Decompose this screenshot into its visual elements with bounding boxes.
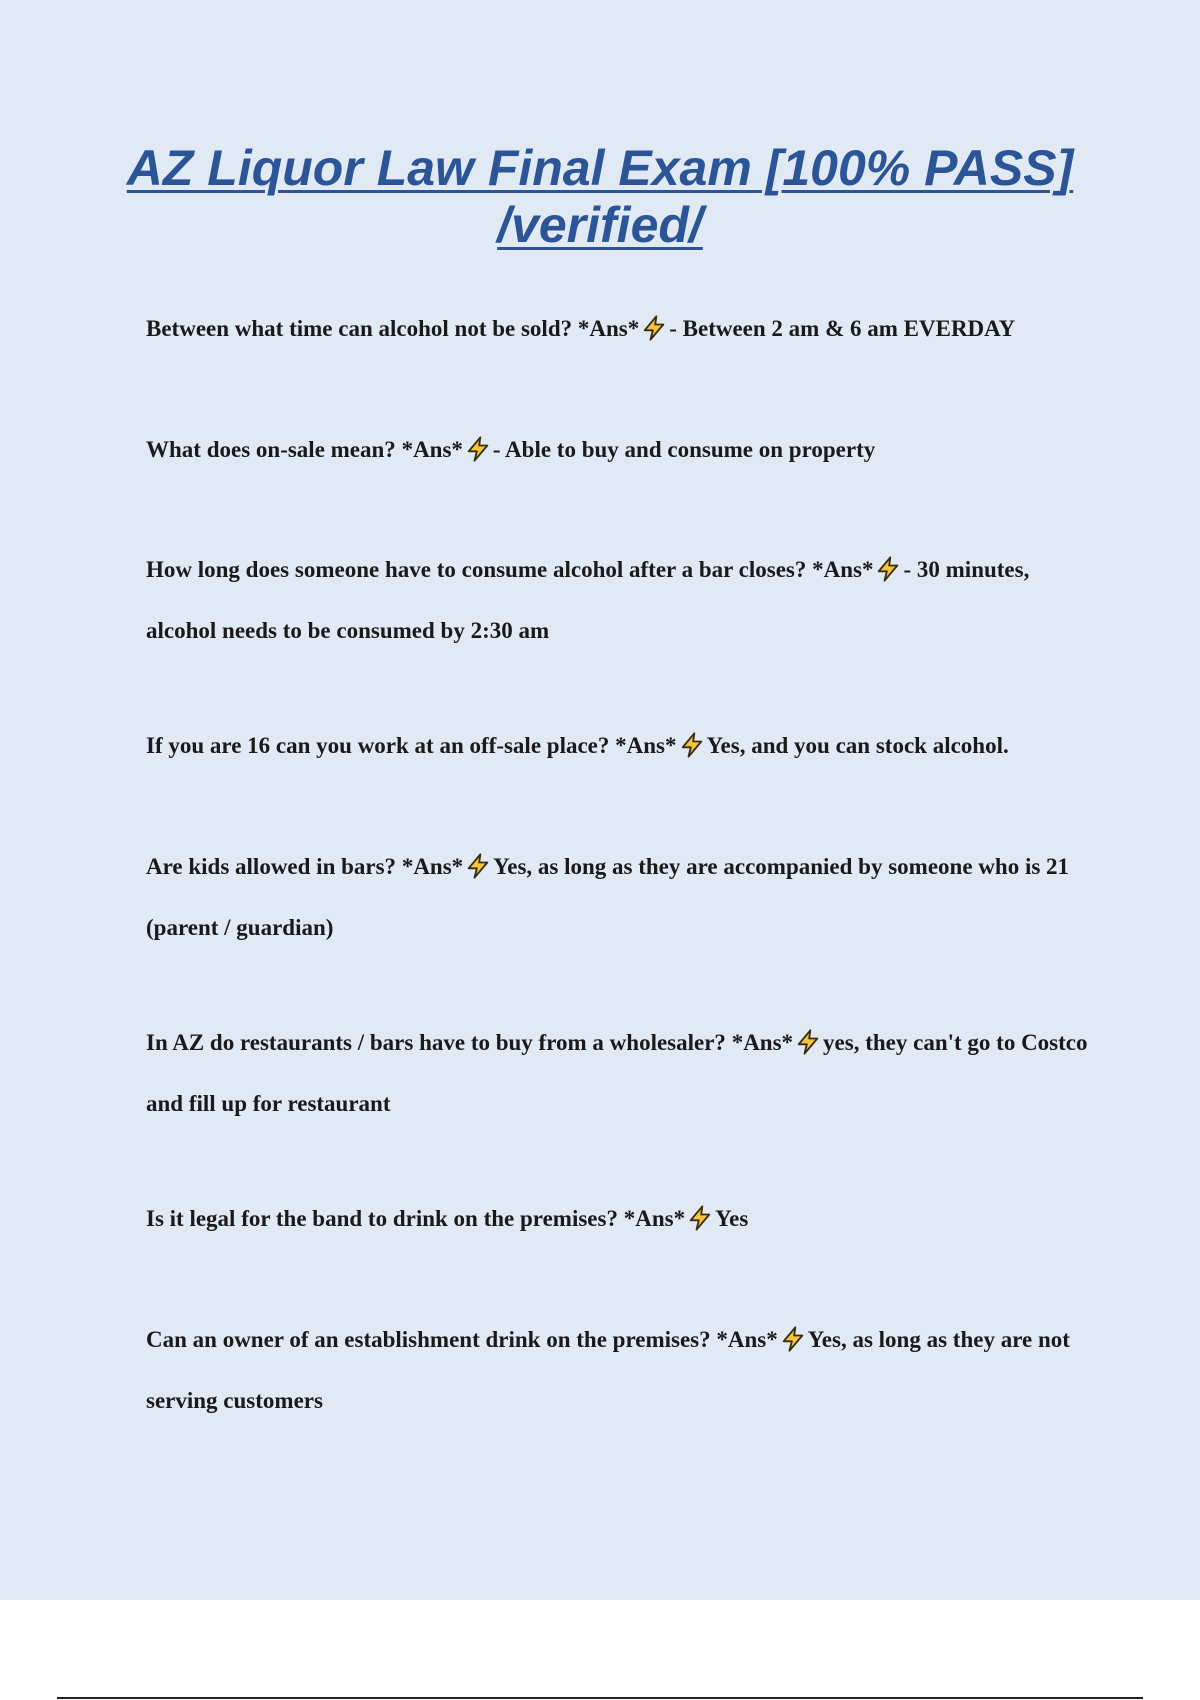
question-text: If you are 16 can you work at an off-sale place? — [146, 733, 610, 758]
qa-item — [146, 539, 1096, 661]
qa-item — [146, 1012, 1096, 1134]
lightning-bolt-icon — [874, 555, 902, 583]
answer-marker: *Ans* — [401, 854, 464, 879]
answer-text: yes, they can't go to Costco and fill up for restaurant — [146, 1030, 1088, 1116]
lightning-bolt-icon — [464, 435, 492, 463]
answer-marker: *Ans* — [731, 1030, 794, 1055]
answer-text: - Between 2 am & 6 am EVERDAY — [669, 316, 1016, 341]
question-text: Between what time can alcohol not be sold? — [146, 316, 573, 341]
question-text: Can an owner of an establishment drink on the premises? — [146, 1327, 711, 1352]
qa-item — [146, 419, 1096, 480]
qa-item — [146, 715, 1096, 776]
question-text: In AZ do restaurants / bars have to buy from a wholesaler? — [146, 1030, 726, 1055]
answer-text: - 30 minutes, alcohol needs to be consumed by 2:30 am — [146, 557, 1030, 643]
lightning-bolt-icon — [678, 731, 706, 759]
answer-marker: *Ans* — [615, 733, 677, 758]
question-text: Is it legal for the band to drink on the premises? — [146, 1206, 618, 1231]
qa-item — [146, 1188, 1096, 1249]
document-title: AZ Liquor Law Final Exam [100% PASS] /verified/ — [126, 140, 1074, 253]
lightning-bolt-icon — [794, 1028, 822, 1056]
question-text: Are kids allowed in bars? — [146, 854, 397, 879]
footer-divider — [57, 1697, 1143, 1699]
lightning-bolt-icon — [779, 1325, 807, 1353]
qa-item — [146, 298, 1096, 359]
question-text: What does on-sale mean? — [146, 437, 396, 462]
lightning-bolt-icon — [464, 852, 492, 880]
answer-marker: *Ans* — [716, 1327, 778, 1352]
answer-marker: *Ans* — [623, 1206, 686, 1231]
answer-marker: *Ans* — [812, 557, 874, 582]
answer-text: Yes, and you can stock alcohol. — [706, 733, 1009, 758]
qa-item — [146, 836, 1096, 958]
qa-item — [146, 1309, 1096, 1431]
lightning-bolt-icon — [686, 1204, 714, 1232]
question-text: How long does someone have to consume alcohol after a bar closes? — [146, 557, 807, 582]
answer-text: - Able to buy and consume on property — [492, 437, 876, 462]
answer-text: Yes, as long as they are not serving customers — [146, 1327, 1070, 1413]
lightning-bolt-icon — [640, 314, 668, 342]
answer-text: Yes — [715, 1206, 749, 1231]
answer-marker: *Ans* — [401, 437, 463, 462]
answer-text: Yes, as long as they are accompanied by someone who is 21 (parent / guardian) — [146, 854, 1070, 940]
answer-marker: *Ans* — [577, 316, 640, 341]
